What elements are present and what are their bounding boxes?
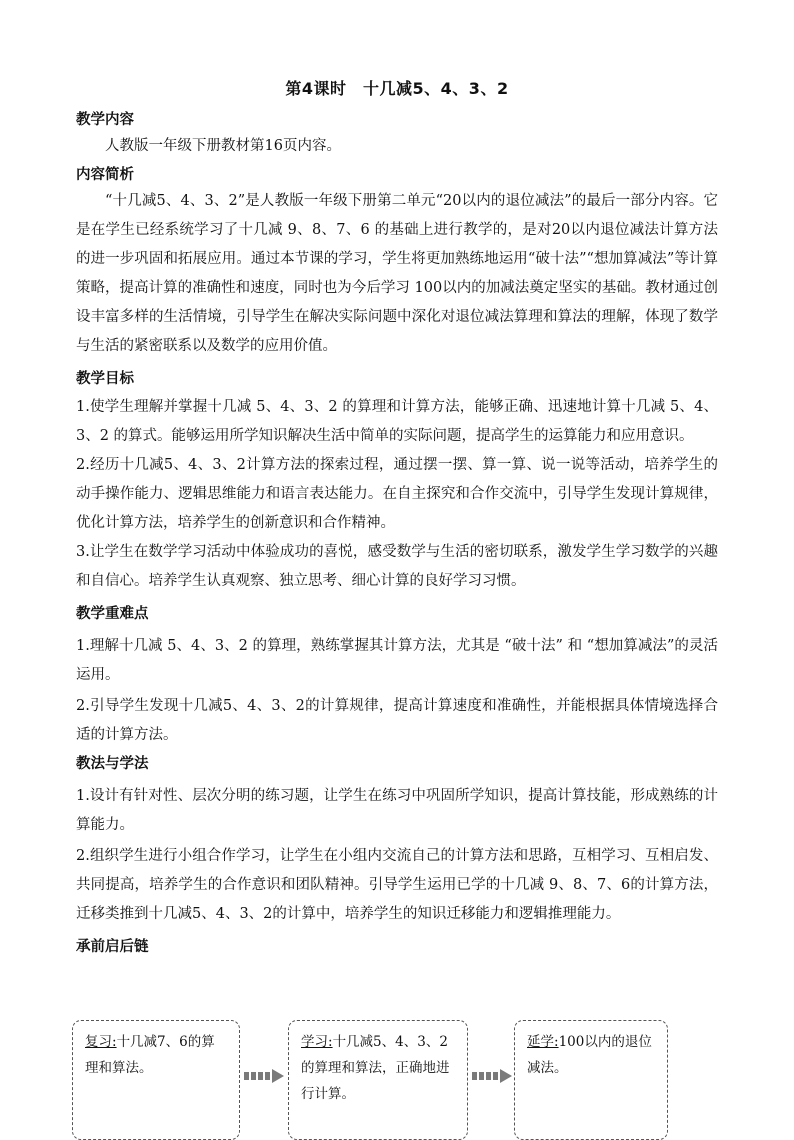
goal-item-1: 1.使学生理解并掌握十几减 5、4、3、2 的算理和计算方法，能够正确、迅速地计算十几减 5、4、3、2 的算式。能够运用所学知识解决生活中简单的实际问题，提高学生的运算能力和应用意识。 [76, 399, 718, 444]
section-heading-chain: 承前启后链 [76, 939, 149, 955]
analysis-text: “十几减5、4、3、2”是人教版一年级下册第二单元“20以内的退位减法”的最后一部分内容。它是在学生已经系统学习了十几减 9、8、7、6 的基础上进行教学的，是对20以内退位减法计算方法的进一步巩固和拓展应用。通过本节课的学习，学生将更加熟练地运用“破十法”“想加算减法”等计算策略，提高计算的准确性和速度，同时也为今后学习 100以内的加减法奠定坚实的基础。教材通过创设丰富多样的生活情境，引导学生在解决实际问题中深化对退位减法算理和算法的理解，体现了数学与生活的紧密联系以及数学的应用价值。 [76, 193, 718, 354]
chain-box-label: 延学: [527, 1034, 559, 1050]
method-item-1: 1.设计有针对性、层次分明的练习题，让学生在练习中巩固所学知识，提高计算技能，形成熟练的计算能力。 [76, 788, 718, 833]
section-heading-methods: 教法与学法 [76, 756, 149, 772]
goal-item-3: 3.让学生在数学学习活动中体验成功的喜悦，感受数学与生活的密切联系，激发学生学习数学的兴趣和自信心。培养学生认真观察、独立思考、细心计算的良好学习习惯。 [76, 544, 718, 589]
section-heading-goals: 教学目标 [76, 371, 134, 387]
page-title: 第4课时 十几减5、4、3、2 [285, 79, 509, 98]
chain-box-text: 十几减5、4、3、2的算理和算法，正确地进行计算。 [301, 1034, 450, 1102]
main-content [76, 108, 718, 959]
method-item-2: 2.组织学生进行小组合作学习，让学生在小组内交流自己的计算方法和思路，互相学习、互相启发、共同提高，培养学生的合作意识和团队精神。引导学生运用已学的十几减 9、8、7、6的计算方法，迁移类推到十几减5、4、3、2的计算中，培养学生的知识迁移能力和逻辑推理能力。 [76, 848, 718, 922]
chain-box-label: 复习: [85, 1034, 117, 1050]
chain-box-label: 学习: [301, 1034, 333, 1050]
chain-box-text: 十几减7、6的算理和算法。 [85, 1034, 215, 1076]
keypoint-item-1: 1.理解十几减 5、4、3、2 的算理，熟练掌握其计算方法，尤其是 “破十法” 和 “想加算减法”的灵活运用。 [76, 638, 718, 683]
arrow-right-icon [472, 1069, 512, 1083]
section-heading-analysis: 内容简析 [76, 167, 134, 183]
content-text: 人教版一年级下册教材第16页内容。 [105, 138, 341, 154]
arrow-right-icon [244, 1069, 284, 1083]
section-heading-keypoints: 教学重难点 [76, 606, 149, 622]
chain-box-extend [514, 1020, 668, 1140]
chain-box-text: 100以内的退位减法。 [527, 1034, 652, 1076]
section-heading-content: 教学内容 [76, 112, 134, 128]
chain-box-learn [288, 1020, 468, 1140]
goal-item-2: 2.经历十几减5、4、3、2计算方法的探索过程，通过摆一摆、算一算、说一说等活动，培养学生的动手操作能力、逻辑思维能力和语言表达能力。在自主探究和合作交流中，引导学生发现计算规律，优化计算方法，培养学生的创新意识和合作精神。 [76, 457, 718, 531]
keypoint-item-2: 2.引导学生发现十几减5、4、3、2的计算规律，提高计算速度和准确性，并能根据具体情境选择合适的计算方法。 [76, 698, 718, 743]
chain-box-review [72, 1020, 240, 1140]
